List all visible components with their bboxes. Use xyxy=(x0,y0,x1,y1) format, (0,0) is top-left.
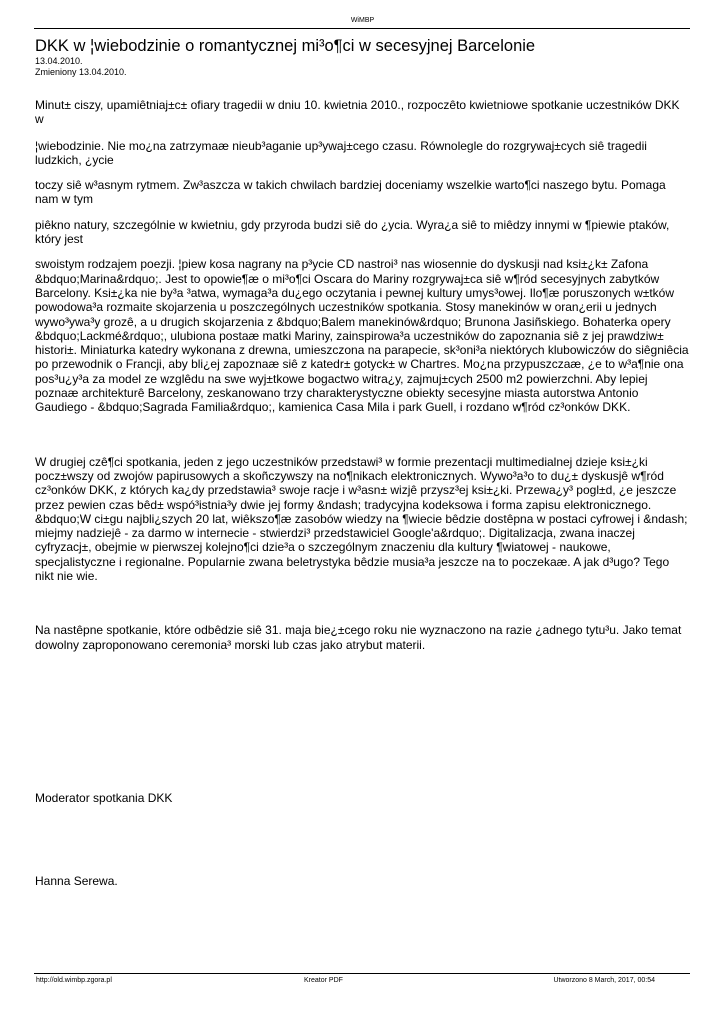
paragraph: ¦wiebodzinie. Nie mo¿na zatrzymaæ nieub³aganie up³ywaj±cego czasu. Równolegle do rozgrywaj±cych siê tragedii ludzkich, ¿ycie xyxy=(35,138,647,167)
article-title: DKK w ¦wiebodzinie o romantycznej mi³o¶ci w secesyjnej Barcelonie xyxy=(35,37,536,55)
paragraph: Minut± ciszy, upamiêtniaj±c± ofiary tragedii w dniu 10. kwietnia 2010., rozpoczêto kwietniowe spotkanie uczestników DKK w xyxy=(35,98,680,127)
footer-divider xyxy=(34,973,690,974)
footer-created: Utworzono 8 March, 2017, 00:54 xyxy=(553,977,655,984)
moderator-role: Moderator spotkania DKK xyxy=(35,791,173,805)
header-divider xyxy=(34,28,690,29)
paragraph: Na nastêpne spotkanie, które odbêdzie siê 31. maja bie¿±cego roku nie wyznaczono na razie ¿adnego tytu³u. Jako temat dowolny zaproponowano ceremonia³ morski lub czas jako atrybut materii. xyxy=(35,623,682,652)
article-modified-date: Zmieniony 13.04.2010. xyxy=(35,67,127,77)
moderator-name: Hanna Serewa. xyxy=(35,874,118,888)
paragraph: W drugiej czê¶ci spotkania, jeden z jego uczestników przedstawi³ w formie prezentacji multimedialnej dzieje ksi±¿ki pocz±wszy od zwojów papirusowych a skoñczywszy na no¶nikach elektronicznych. Wywo³a³o to du¿± dyskusjê w¶ród cz³onków DKK, z których ka¿dy przedstawia³ swoje racje i w³asn± wizjê przysz³ej ksi±¿ki. Przewa¿y³ pogl±d, ¿e jeszcze przez pewien czas bêd± wspó³istnia³y dwie jej formy &ndash; tradycyjna kodeksowa i forma zapisu elektronicznego. &bdquo;W ci±gu najbli¿szych 20 lat, wiêkszo¶æ zasobów wiedzy na ¶wiecie bêdzie dostêpna w postaci cyfrowej i &ndash; miejmy nadziejê - za darmo w internecie - stwierdzi³ przedstawiciel Google'a&rdquo;. Digitalizacja, zwana inaczej cyfryzacj±, obejmie w pierwszej kolejno¶ci dzie³a o szczególnym znaczeniu dla kultury ¶wiatowej - naukowe, specjalistyczne i regionalne. Popularnie zwana beletrystyka bêdzie musia³a jeszcze na to poczekaæ. A jak d³ugo? Tego nikt nie wie. xyxy=(35,454,688,584)
article-body xyxy=(35,98,690,652)
footer-generator: Kreator PDF xyxy=(304,977,343,984)
footer-url[interactable]: http://old.wimbp.zgora.pl xyxy=(36,977,112,984)
article-created-date: 13.04.2010. xyxy=(35,56,83,66)
paragraph: toczy siê w³asnym rytmem. Zw³aszcza w takich chwilach bardziej doceniamy wszelkie warto¶ci naszego bytu. Pomaga nam w tym xyxy=(35,178,666,207)
paragraph: piêkno natury, szczególnie w kwietniu, gdy przyroda budzi siê do ¿ycia. Wyra¿a siê to miêdzy innymi w ¶piewie ptaków, który jest xyxy=(35,217,670,247)
paragraph: swoistym rodzajem poezji. ¦piew kosa nagrany na p³ycie CD nastroi³ nas wiosennie do dyskusji nad ksi±¿k± Zafona &bdquo;Marina&rdquo;. Jest to opowie¶æ o mi³o¶ci Oscara do Mariny rozgrywaj±ca siê w¶ród secesyjnych zabytków Barcelony. Ksi±¿ka nie by³a ³atwa, wymaga³a du¿ego oczytania i pewnej kultury umys³owej. Ilo¶æ poruszonych w±tków powodowa³a rozmaite skojarzenia u poszczególnych uczestników spotkania. Stosy manekinów w oran¿erii u jednych wywo³ywa³y grozê, a u drugich skojarzenia z &bdquo;Balem manekinów&rdquo; Brunona Jasiñskiego. Bohaterka opery &bdquo;Lackmé&rdquo;, ulubiona postaæ matki Mariny, zainspirowa³a uczestników do zapoznania siê z jej prawdziw± histori±. Miniaturka katedry wykonana z drewna, umieszczona na parapecie, sk³oni³a niektórych klubowiczów do siêgniêcia po przewodnik o Francji, aby bli¿ej zapoznaæ siê z katedr± gotyck± w Chartres. Mo¿na przypuszczaæ, ¿e to w³a¶nie ona pos³u¿y³a za model ze wzglêdu na swe wyj±tkowe bogactwo witra¿y, zajmuj±cych 2500 m2 powierzchni. Aby lepiej poznaæ architekturê Barcelony, zeskanowano trzy charakterystyczne obiekty secesyjne miasta autorstwa Antonio Gaudiego - &bdquo;Sagrada Familia&rdquo;, kamienica Casa Mila i park Guell, i rozdano w¶ród cz³onków DKK. xyxy=(35,257,689,415)
site-header: WiMBP xyxy=(350,17,375,24)
